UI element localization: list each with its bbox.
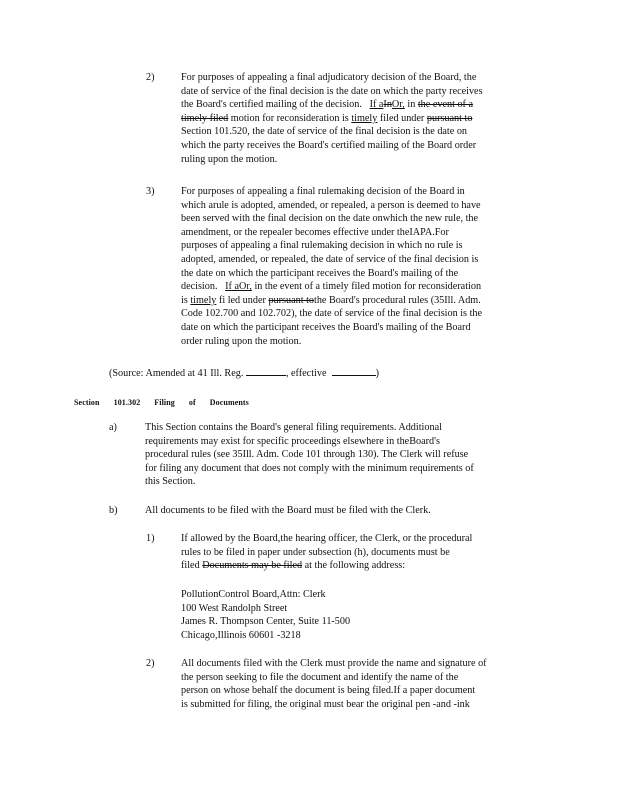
section-number: 101.302 [113,398,141,407]
text-line: For purposes of appealing a final adjudicatory decision of the Board, the [181,72,477,83]
subsection-letter: b) [109,505,118,516]
text-line: the Board's certified mailing of the decision. If aInOr, in the event of a [181,99,473,111]
item-number: 3) [146,186,155,197]
subsection-letter: a) [109,422,117,433]
section-label: Section [74,398,100,407]
address-line: Chicago,Illinois 60601 -3218 [181,629,301,641]
inserted-text: If a [369,99,384,111]
address-line: PollutionControl Board,Attn: Clerk [181,589,326,600]
paragraph-item-3 [181,185,531,348]
text-line: for filing any document that does not comply with the minimum requirements of [145,462,474,474]
text-line: rules to be filed in paper under subsection (h), documents must be [181,546,450,558]
paragraph-a [145,421,535,489]
text-line: the date on which the participant receives the Board's mailing of the [181,267,459,279]
text-line: is timely fi led under pursuant tothe Board's procedural rules (35Ill. Adm. [181,294,481,306]
inserted-text: Or, [391,99,405,111]
paragraph-b-1 [181,532,531,573]
address-line: James R. Thompson Center, Suite 11-500 [181,616,351,628]
text-line: ruling upon the motion. [181,153,278,165]
item-number: 2) [146,658,155,669]
text-line: this Section. [145,476,196,488]
deleted-text: pursuant to [426,112,473,124]
text-line: All documents to be filed with the Board must be filed with the Clerk. [145,505,431,516]
text-line: Code 102.700 and 102.702), the date of service of the final decision is the [181,308,483,320]
text-line: is submitted for filing, the original must bear the original pen -and -ink [181,698,470,710]
section-heading [74,396,263,410]
inserted-text: timely [190,294,217,306]
mailing-address [181,588,350,642]
text-line: This Section contains the Board's general filing requirements. Additional [145,422,442,433]
text-line: decision. If aOr, in the event of a timely filed motion for reconsideration [181,281,482,293]
text-line: timely filed motion for reconsideration is timely filed under pursuant to [181,112,473,124]
text-line: date on which the participant receives the Board's mailing of the Board [181,321,471,333]
text-line: All documents filed with the Clerk must provide the name and signature of [181,658,487,669]
address-line: 100 West Randolph Street [181,602,288,614]
deleted-text: Documents may be filed [202,560,303,572]
section-title-word: Filing [154,398,175,407]
text-line: Section 101.520, the date of service of the final decision is the date on [181,126,468,138]
text-line: the person seeking to file the document and identify the name of the [181,671,459,683]
deleted-text: pursuant to [268,294,314,306]
inserted-text: Or, [239,281,252,293]
section-title-word: of [188,398,196,407]
item-number: 2) [146,72,155,83]
section-title-word: Documents [209,398,249,407]
text-line: which the party receives the Board's certified mailing of the Board order [181,139,477,151]
text-line: date of service of the final decision is the date on which the party receives [181,85,483,97]
item-number: 1) [146,533,155,544]
text-line: amendment, or the repealer becomes effective under theIAPA.For [181,226,449,238]
text-line: For purposes of appealing a final rulemaking decision of the Board in [181,186,465,197]
paragraph-b-2 [181,657,541,711]
text-line: If allowed by the Board,the hearing officer, the Clerk, or the procedural [181,533,473,544]
deleted-text: the event of a [417,99,473,111]
text-line: order ruling upon the motion. [181,335,302,347]
deleted-text: timely filed [181,112,229,124]
text-line: adopted, amended, or repealed, the date of service of the final decision is [181,253,479,265]
text-line: procedural rules (see 35Ill. Adm. Code 101 through 130). The Clerk will refuse [145,449,469,461]
deleted-text: In [383,99,392,111]
text-line: requirements may exist for specific proceedings elsewhere in theBoard's [145,435,440,447]
text-line: purposes of appealing a final rulemaking decision in which no rule is [181,240,463,252]
text-line: person on whose behalf the document is being filed.If a paper document [181,685,476,697]
text-line: been served with the final decision on the date onwhich the new rule, the [181,213,479,225]
inserted-text: timely [351,112,378,124]
blank-line [332,365,376,376]
blank-line [246,365,286,376]
text-line: filed Documents may be filed at the following address: [181,560,406,572]
paragraph-item-2 [181,71,531,166]
paragraph-b [145,504,535,518]
text-line: which arule is adopted, amended, or repealed, a person is deemed to have [181,199,481,211]
source-note: (Source: Amended at 41 Ill. Reg. , effective ) [109,365,439,381]
inserted-text: If a [225,281,239,293]
